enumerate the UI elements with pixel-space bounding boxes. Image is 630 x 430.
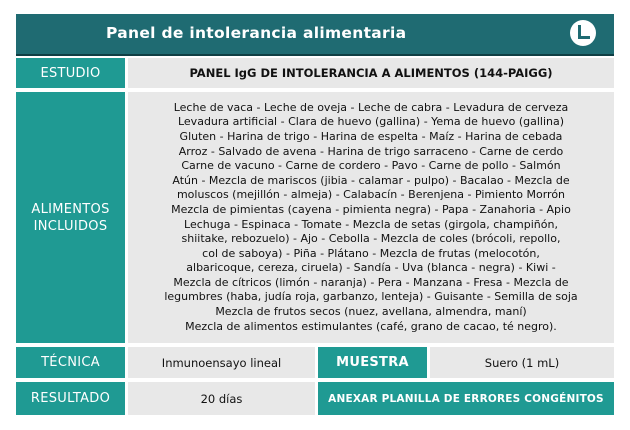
alimentos-label-line2: INCLUIDOS (33, 218, 108, 234)
foods-line: Mezcla de frutos secos (nuez, avellana, almendra, maní) (215, 305, 527, 319)
test-info-card (16, 14, 614, 418)
clinic-logo-icon (570, 20, 596, 46)
resultado-value: 20 días (128, 382, 315, 415)
foods-line: Carne de vacuno - Carne de cordero - Pavo - Carne de pollo - Salmón (181, 159, 561, 173)
attach-congenital-errors-form-button[interactable]: ANEXAR PLANILLA DE ERRORES CONGÉNITOS (318, 382, 614, 415)
resultado-label: RESULTADO (16, 382, 125, 415)
alimentos-label-line1: ALIMENTOS (31, 201, 110, 217)
foods-line: Atún - Mezcla de mariscos (jibia - calamar - pulpo) - Bacalao - Mezcla de (172, 173, 570, 187)
estudio-value: PANEL IgG DE INTOLERANCIA A ALIMENTOS (144-PAIGG) (128, 58, 614, 88)
tecnica-value: Inmunoensayo lineal (128, 347, 315, 378)
foods-line: legumbres (haba, judía roja, garbanzo, lenteja) - Guisante - Semilla de soja (164, 290, 578, 304)
foods-line: Leche de vaca - Leche de oveja - Leche de cabra - Levadura de cerveza (173, 100, 569, 114)
tecnica-label: TÉCNICA (16, 347, 125, 378)
foods-line: Mezcla de alimentos estimulantes (café, grano de cacao, té negro). (185, 319, 557, 333)
muestra-label: MUESTRA (318, 347, 427, 378)
foods-line: Mezcla de cítricos (limón - naranja) - Pera - Manzana - Fresa - Mezcla de (173, 275, 569, 289)
foods-line: Gluten - Harina de trigo - Harina de espelta - Maíz - Harina de cebada (179, 129, 563, 143)
foods-line: Arroz - Salvado de avena - Harina de trigo sarraceno - Carne de cerdo (178, 144, 564, 158)
foods-line: albaricoque, cereza, ciruela) - Sandía - Uva (blanca - negra) - Kiwi - (186, 261, 556, 275)
muestra-value: Suero (1 mL) (430, 347, 614, 378)
foods-line: shiitake, rebozuelo) - Ajo - Cebolla - Mezcla de coles (brócoli, repollo, (181, 232, 561, 246)
alimentos-label (16, 92, 125, 343)
page-title: Panel de intolerancia alimentaria (106, 24, 407, 42)
foods-line: moluscos (mejillón - almeja) - Calabacín - Berenjena - Pimiento Morrón (176, 188, 566, 202)
foods-list (128, 92, 614, 343)
card-header (16, 14, 614, 56)
foods-line: Mezcla de pimientas (cayena - pimienta negra) - Papa - Zanahoria - Apio (171, 202, 571, 216)
foods-line: col de saboya) - Piña - Plátano - Mezcla de frutas (melocotón, (202, 246, 540, 260)
estudio-label: ESTUDIO (16, 58, 125, 88)
foods-line: Levadura artificial - Clara de huevo (gallina) - Yema de huevo (gallina) (177, 115, 565, 129)
foods-line: Lechuga - Espinaca - Tomate - Mezcla de setas (girgola, champiñón, (184, 217, 558, 231)
